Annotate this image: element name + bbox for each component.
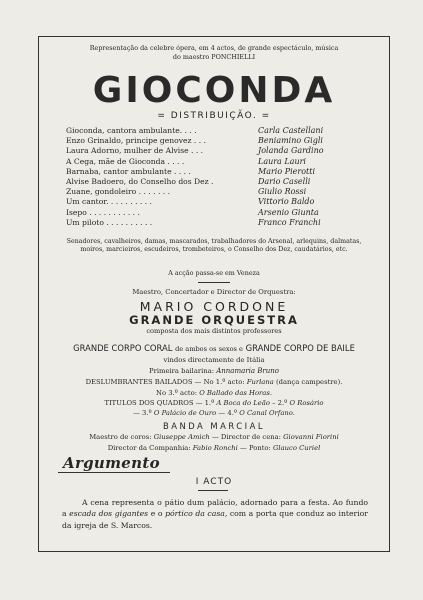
role: Um piloto . . . . . . . . . . <box>66 217 153 227</box>
cast-row <box>66 167 366 177</box>
cast-row <box>66 187 366 197</box>
actor: Mario Pierotti <box>258 166 316 176</box>
setting-note: A acção passa-se em Venezа <box>168 269 260 277</box>
company-director-label: Director da Companhia: <box>107 444 191 452</box>
band-heading: BANDA MARCIAL <box>162 421 265 431</box>
role: Um cantor. . . . . . . . . . <box>66 197 152 207</box>
ballets-label: DESLUMBRANTES BAILADOS — No 1.º acto: <box>85 378 245 386</box>
company-line <box>38 444 390 452</box>
intro-text <box>38 44 390 61</box>
orchestra-heading: GRANDE ORQUESTRA <box>129 313 299 327</box>
maestro-label: Maestro, Concertador e Director de Orquestra: <box>132 288 296 296</box>
paragraph-emph-1: escada dos gigantes <box>69 509 149 519</box>
act-underline <box>198 490 228 491</box>
role: Isepo . . . . . . . . . . . <box>66 207 140 217</box>
prompter-label: — Ponto: <box>239 444 271 452</box>
cast-row <box>66 208 366 218</box>
actor: Vittorio Baldo <box>258 197 315 207</box>
chorus-list: Senadores, cavalheiros, damas, mascarados, trabalhadores do Arsenal, arlequins, dalmatas, moiros, marcieiros, escudeiros, trombeteiros, o Conselho dos Dez, caudatários, etc. <box>66 238 362 254</box>
argument-underline <box>58 472 170 473</box>
stage-director-name: Giovanni Fiorini <box>283 433 339 441</box>
maestro-name: MARIO CORDONE <box>139 299 289 314</box>
actor: Giulio Rossi <box>258 187 307 197</box>
role: Laura Adorno, mulher de Alvise . . . <box>66 146 204 156</box>
chorus-master-line <box>38 433 390 441</box>
scenes-line-1 <box>38 399 390 407</box>
cast-row <box>66 218 366 228</box>
ballet-title: GRANDE CORPO DE BAILE <box>245 343 355 353</box>
scene-3-label: — 3.º <box>133 409 152 417</box>
ballets-line-1 <box>38 378 390 386</box>
actor: Arsenio Giunta <box>258 207 319 217</box>
scene-3: O Palácio de Ouro <box>153 409 217 417</box>
cast-row <box>66 146 366 156</box>
chorus-master-label: Maestro de coros: <box>89 433 152 441</box>
choir-line <box>38 343 390 353</box>
scenes-line-2 <box>38 409 390 417</box>
actor: Jolanda Gardino <box>258 146 324 156</box>
scene-1: A Boca do Leão <box>216 399 270 407</box>
ballerina-label: Primeira bailarina: <box>149 367 215 375</box>
stage-director-label: — Director de cena: <box>211 433 281 441</box>
cast-row <box>66 126 366 136</box>
argument-heading: Argumento <box>63 454 160 472</box>
cast-row <box>66 177 366 187</box>
choir-title: GRANDE CORPO CORAL <box>73 343 173 353</box>
scene-2-label: – 2.º <box>272 399 288 407</box>
company-director-name: Fabio Ronchi <box>192 444 238 452</box>
intro-line-2: do maestro PONCHIELLI <box>172 52 256 61</box>
chorus-master-name: Giuseppe Amich <box>153 433 210 441</box>
role: Enzo Grinaldo, principe genovez . . . <box>66 136 206 146</box>
scene-4-label: — 4.º <box>218 409 238 417</box>
intro-line-1: Representação da celebre ópera, em 4 actos, de grande espectáculo, música <box>89 44 339 52</box>
ballets-act3-label: No 3.º acto: <box>156 389 198 397</box>
role: Zuane, gondoleiro . . . . . . . <box>66 187 171 197</box>
opera-title: GIOCONDA <box>92 70 336 111</box>
cast-row <box>66 197 366 207</box>
role: Gioconda, cantora ambulante. . . . <box>66 126 197 135</box>
cast-row <box>66 136 366 146</box>
distribution-heading: = DISTRIBUIÇÃO. = <box>157 111 271 121</box>
scene-4: O Canal Orfano. <box>239 409 295 417</box>
actor: Franco Franchi <box>258 217 321 227</box>
actor: Laura Lauri <box>258 156 306 166</box>
scenes-label: TITULOS DOS QUADROS — 1.º <box>104 399 215 407</box>
divider <box>198 282 230 283</box>
scene-2: O Rosário <box>289 399 324 407</box>
paragraph-text-1: A cena representa o pátio dum palácio, adornado para a festa. Ao fundo a <box>62 498 368 519</box>
ballets-line-2 <box>38 389 390 397</box>
role: A Cega, mãe de Gioconda . . . . <box>66 156 185 166</box>
argument-paragraph <box>62 497 368 531</box>
paragraph-emph-2: pórtico da casa, <box>165 509 228 519</box>
paragraph-text-3: com a porta que conduz ao interior da igreja de S. Marcos. <box>62 509 368 530</box>
cast-row <box>66 157 366 167</box>
ballet-2: O Ballado das Horas. <box>199 389 272 397</box>
ballet-1: Furlana <box>246 378 274 386</box>
act-heading: I ACTO <box>195 477 233 487</box>
ballet-1-note: (dança campestre). <box>275 378 343 386</box>
choir-note: de ambos os sexos e <box>175 345 243 353</box>
origin-note: vindos directamente de Itália <box>163 356 265 364</box>
paragraph-text-2: e o <box>150 509 163 519</box>
role: Alvise Badoero, do Conselho dos Dez . <box>66 176 214 186</box>
actor: Beniamino Gigli <box>258 136 323 146</box>
ballerina-line <box>38 367 390 375</box>
actor: Dario Caselli <box>258 176 311 186</box>
actor: Carla Castellani <box>258 126 324 135</box>
ballerina-name: Annamaria Bruno <box>216 367 279 375</box>
prompter-name: Glauco Curiel <box>273 444 321 452</box>
cast-list <box>66 126 366 228</box>
role: Barnaba, cantor ambulante . . . . <box>66 166 191 176</box>
orchestra-note: composta dos mais distintos professores <box>146 327 282 335</box>
